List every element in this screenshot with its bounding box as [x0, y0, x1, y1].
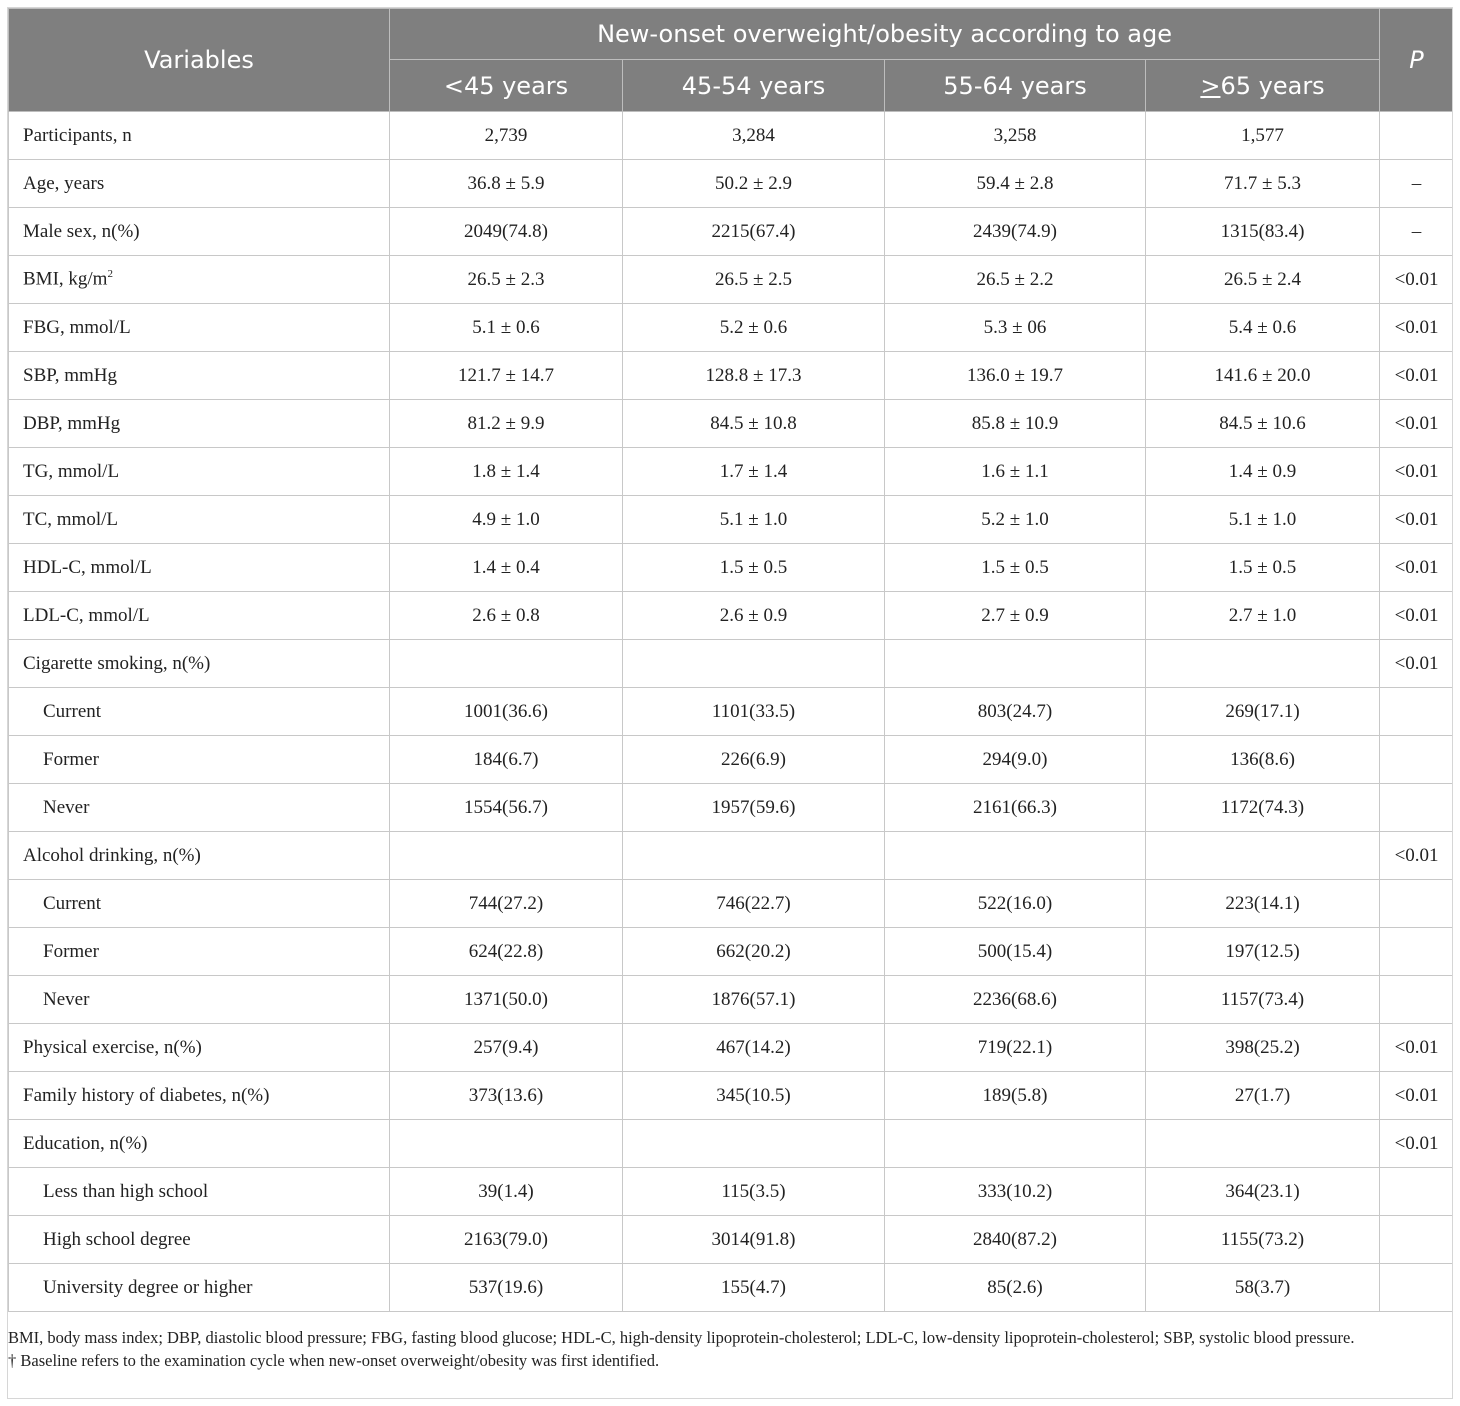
table-cell: 269(17.1) — [1146, 688, 1380, 736]
header-p: P — [1380, 9, 1453, 112]
p-value-cell — [1380, 880, 1453, 928]
table-cell: 1101(33.5) — [623, 688, 885, 736]
table-row — [9, 1216, 1454, 1264]
table-cell: 26.5 ± 2.5 — [623, 256, 885, 304]
header-age-group-prefix: > — [1200, 71, 1221, 100]
table-row — [9, 1072, 1454, 1120]
row-label — [9, 160, 390, 208]
table-header — [9, 9, 1454, 112]
table-cell: 662(20.2) — [623, 928, 885, 976]
p-value-cell: <0.01 — [1380, 400, 1453, 448]
row-label-text: Never — [43, 796, 90, 818]
table-cell: 2236(68.6) — [885, 976, 1146, 1024]
row-label — [9, 208, 390, 256]
table-cell — [623, 1120, 885, 1168]
table-cell: 226(6.9) — [623, 736, 885, 784]
table-cell: 3014(91.8) — [623, 1216, 885, 1264]
table-row — [9, 352, 1454, 400]
row-label-text: High school degree — [43, 1228, 191, 1250]
p-value-cell — [1380, 1216, 1453, 1264]
p-value-cell — [1380, 784, 1453, 832]
p-value-cell: <0.01 — [1380, 1072, 1453, 1120]
table-page — [7, 7, 1453, 1399]
row-label-text: Participants, n — [23, 124, 132, 146]
table-cell: 36.8 ± 5.9 — [390, 160, 623, 208]
table-row — [9, 1120, 1454, 1168]
table-row — [9, 592, 1454, 640]
table-cell: 2.7 ± 1.0 — [1146, 592, 1380, 640]
row-label — [9, 784, 390, 832]
table-cell: 2840(87.2) — [885, 1216, 1146, 1264]
table-row — [9, 880, 1454, 928]
table-body — [9, 112, 1454, 1312]
table-cell: 1001(36.6) — [390, 688, 623, 736]
p-value-cell: <0.01 — [1380, 640, 1453, 688]
row-label — [9, 976, 390, 1024]
table-cell: 1.5 ± 0.5 — [623, 544, 885, 592]
row-label — [9, 592, 390, 640]
p-value-cell — [1380, 1264, 1453, 1312]
p-value-cell: <0.01 — [1380, 1024, 1453, 1072]
row-label-text: Former — [43, 748, 99, 770]
row-label-text: Never — [43, 988, 90, 1010]
table-cell: 59.4 ± 2.8 — [885, 160, 1146, 208]
row-label-text: BMI, kg/m — [23, 268, 108, 290]
table-cell: 624(22.8) — [390, 928, 623, 976]
table-row — [9, 928, 1454, 976]
table-row — [9, 112, 1454, 160]
table-cell: 85(2.6) — [885, 1264, 1146, 1312]
table-cell: 5.2 ± 1.0 — [885, 496, 1146, 544]
row-label — [9, 448, 390, 496]
table-cell: 2.6 ± 0.8 — [390, 592, 623, 640]
table-row — [9, 1024, 1454, 1072]
row-label — [9, 640, 390, 688]
table-cell: 257(9.4) — [390, 1024, 623, 1072]
table-cell: 522(16.0) — [885, 880, 1146, 928]
table-cell: 1.7 ± 1.4 — [623, 448, 885, 496]
table-cell — [390, 640, 623, 688]
row-label — [9, 304, 390, 352]
table-cell: 2,739 — [390, 112, 623, 160]
row-label — [9, 544, 390, 592]
table-cell: 5.3 ± 06 — [885, 304, 1146, 352]
characteristics-table — [8, 8, 1453, 1312]
table-row — [9, 208, 1454, 256]
row-label-text: Family history of diabetes, n(%) — [23, 1084, 270, 1106]
row-label-text: Former — [43, 940, 99, 962]
row-label-text: Current — [43, 700, 102, 722]
row-label-text: Current — [43, 892, 102, 914]
table-cell: 4.9 ± 1.0 — [390, 496, 623, 544]
table-cell: 294(9.0) — [885, 736, 1146, 784]
p-value-cell — [1380, 976, 1453, 1024]
table-cell: 84.5 ± 10.8 — [623, 400, 885, 448]
p-value-cell: – — [1380, 160, 1453, 208]
table-cell: 155(4.7) — [623, 1264, 885, 1312]
table-cell: 115(3.5) — [623, 1168, 885, 1216]
table-row — [9, 448, 1454, 496]
table-cell — [623, 640, 885, 688]
table-cell: 1315(83.4) — [1146, 208, 1380, 256]
row-label — [9, 832, 390, 880]
p-value-cell: <0.01 — [1380, 832, 1453, 880]
p-value-cell: <0.01 — [1380, 304, 1453, 352]
table-cell — [885, 832, 1146, 880]
table-row — [9, 304, 1454, 352]
table-cell: 223(14.1) — [1146, 880, 1380, 928]
row-label — [9, 928, 390, 976]
table-cell: 136.0 ± 19.7 — [885, 352, 1146, 400]
header-age-group — [1146, 60, 1380, 112]
row-label-text: HDL-C, mmol/L — [23, 556, 152, 578]
table-row — [9, 496, 1454, 544]
footnote-abbreviations: BMI, body mass index; DBP, diastolic blood pressure; FBG, fasting blood glucose; HDL-C, high-density lipoprotein-cholesterol; LDL-C, low-density lipoprotein-cholesterol; SBP, systolic blood pressure. — [8, 1328, 1355, 1347]
table-row — [9, 832, 1454, 880]
footnote-baseline: † Baseline refers to the examination cycle when new-onset overweight/obesity was first identified. — [8, 1351, 660, 1370]
table-cell: 333(10.2) — [885, 1168, 1146, 1216]
table-cell: 373(13.6) — [390, 1072, 623, 1120]
row-label — [9, 1120, 390, 1168]
table-cell: 1.8 ± 1.4 — [390, 448, 623, 496]
table-cell: 39(1.4) — [390, 1168, 623, 1216]
row-label-text: SBP, mmHg — [23, 364, 117, 386]
p-value-cell: <0.01 — [1380, 496, 1453, 544]
table-cell: 26.5 ± 2.2 — [885, 256, 1146, 304]
row-label-text: Alcohol drinking, n(%) — [23, 844, 201, 866]
row-label-text: FBG, mmol/L — [23, 316, 131, 338]
table-cell: 1957(59.6) — [623, 784, 885, 832]
p-value-cell: – — [1380, 208, 1453, 256]
table-cell: 1371(50.0) — [390, 976, 623, 1024]
row-label — [9, 736, 390, 784]
row-label-superscript: 2 — [107, 268, 113, 281]
row-label — [9, 880, 390, 928]
table-cell: 184(6.7) — [390, 736, 623, 784]
table-cell: 5.1 ± 1.0 — [623, 496, 885, 544]
row-label — [9, 688, 390, 736]
row-label-text: University degree or higher — [43, 1276, 253, 1298]
p-value-cell: <0.01 — [1380, 448, 1453, 496]
table-cell: 345(10.5) — [623, 1072, 885, 1120]
table-cell: 26.5 ± 2.3 — [390, 256, 623, 304]
table-cell: 5.2 ± 0.6 — [623, 304, 885, 352]
table-row — [9, 1168, 1454, 1216]
p-value-cell — [1380, 688, 1453, 736]
table-cell: 5.1 ± 1.0 — [1146, 496, 1380, 544]
table-cell — [390, 832, 623, 880]
table-cell: 141.6 ± 20.0 — [1146, 352, 1380, 400]
p-value-cell: <0.01 — [1380, 1120, 1453, 1168]
table-row — [9, 688, 1454, 736]
header-variables: Variables — [9, 9, 390, 112]
row-label — [9, 1072, 390, 1120]
row-label-text: Physical exercise, n(%) — [23, 1036, 202, 1058]
table-row — [9, 400, 1454, 448]
p-value-cell — [1380, 736, 1453, 784]
table-cell — [885, 1120, 1146, 1168]
table-cell: 58(3.7) — [1146, 1264, 1380, 1312]
table-cell — [623, 832, 885, 880]
row-label-text: Education, n(%) — [23, 1132, 148, 1154]
p-value-cell: <0.01 — [1380, 256, 1453, 304]
row-label — [9, 112, 390, 160]
table-row — [9, 256, 1454, 304]
table-row — [9, 160, 1454, 208]
header-age-group-text: 65 years — [1220, 71, 1325, 100]
p-value-cell — [1380, 112, 1453, 160]
header-age-group: 55-64 years — [885, 60, 1146, 112]
table-cell: 3,284 — [623, 112, 885, 160]
table-cell — [1146, 1120, 1380, 1168]
table-cell: 719(22.1) — [885, 1024, 1146, 1072]
table-cell: 2161(66.3) — [885, 784, 1146, 832]
table-cell — [885, 640, 1146, 688]
p-value-cell: <0.01 — [1380, 592, 1453, 640]
table-cell: 467(14.2) — [623, 1024, 885, 1072]
table-cell: 500(15.4) — [885, 928, 1146, 976]
table-cell: 1876(57.1) — [623, 976, 885, 1024]
row-label — [9, 1024, 390, 1072]
table-cell: 744(27.2) — [390, 880, 623, 928]
row-label-text: Male sex, n(%) — [23, 220, 140, 242]
header-group-title: New-onset overweight/obesity according to age — [390, 9, 1380, 60]
row-label-text: DBP, mmHg — [23, 412, 121, 434]
footnotes — [8, 1326, 1453, 1372]
table-row — [9, 544, 1454, 592]
table-cell: 2215(67.4) — [623, 208, 885, 256]
table-cell: 746(22.7) — [623, 880, 885, 928]
p-value-cell — [1380, 1168, 1453, 1216]
p-value-cell — [1380, 928, 1453, 976]
row-label-text: TG, mmol/L — [23, 460, 120, 482]
table-row — [9, 1264, 1454, 1312]
table-cell: 81.2 ± 9.9 — [390, 400, 623, 448]
header-age-group: <45 years — [390, 60, 623, 112]
table-cell: 5.1 ± 0.6 — [390, 304, 623, 352]
table-cell: 84.5 ± 10.6 — [1146, 400, 1380, 448]
header-age-group: 45-54 years — [623, 60, 885, 112]
table-row — [9, 640, 1454, 688]
table-cell: 27(1.7) — [1146, 1072, 1380, 1120]
table-cell: 50.2 ± 2.9 — [623, 160, 885, 208]
table-cell: 2439(74.9) — [885, 208, 1146, 256]
table-row — [9, 784, 1454, 832]
p-value-cell: <0.01 — [1380, 544, 1453, 592]
table-cell: 803(24.7) — [885, 688, 1146, 736]
p-value-cell: <0.01 — [1380, 352, 1453, 400]
table-cell: 2163(79.0) — [390, 1216, 623, 1264]
table-cell: 26.5 ± 2.4 — [1146, 256, 1380, 304]
table-cell — [1146, 832, 1380, 880]
row-label — [9, 400, 390, 448]
table-cell: 71.7 ± 5.3 — [1146, 160, 1380, 208]
table-row — [9, 736, 1454, 784]
row-label-text: TC, mmol/L — [23, 508, 118, 530]
table-cell: 1157(73.4) — [1146, 976, 1380, 1024]
table-cell: 1554(56.7) — [390, 784, 623, 832]
row-label — [9, 1216, 390, 1264]
table-cell: 1.5 ± 0.5 — [1146, 544, 1380, 592]
table-cell: 121.7 ± 14.7 — [390, 352, 623, 400]
table-cell: 1172(74.3) — [1146, 784, 1380, 832]
table-cell — [1146, 640, 1380, 688]
row-label — [9, 352, 390, 400]
table-cell: 128.8 ± 17.3 — [623, 352, 885, 400]
table-cell: 537(19.6) — [390, 1264, 623, 1312]
row-label-text: Age, years — [23, 172, 105, 194]
row-label — [9, 256, 390, 304]
table-cell: 1.4 ± 0.9 — [1146, 448, 1380, 496]
table-cell: 2.6 ± 0.9 — [623, 592, 885, 640]
table-cell: 3,258 — [885, 112, 1146, 160]
table-cell: 85.8 ± 10.9 — [885, 400, 1146, 448]
row-label — [9, 1264, 390, 1312]
table-cell: 2049(74.8) — [390, 208, 623, 256]
row-label-text: Cigarette smoking, n(%) — [23, 652, 211, 674]
row-label — [9, 1168, 390, 1216]
table-cell — [390, 1120, 623, 1168]
table-cell: 2.7 ± 0.9 — [885, 592, 1146, 640]
table-cell: 364(23.1) — [1146, 1168, 1380, 1216]
table-cell: 1,577 — [1146, 112, 1380, 160]
table-cell: 1.4 ± 0.4 — [390, 544, 623, 592]
table-cell: 197(12.5) — [1146, 928, 1380, 976]
table-cell: 1155(73.2) — [1146, 1216, 1380, 1264]
table-cell: 1.6 ± 1.1 — [885, 448, 1146, 496]
table-cell: 136(8.6) — [1146, 736, 1380, 784]
table-cell: 398(25.2) — [1146, 1024, 1380, 1072]
table-cell: 189(5.8) — [885, 1072, 1146, 1120]
table-row — [9, 976, 1454, 1024]
table-cell: 1.5 ± 0.5 — [885, 544, 1146, 592]
row-label-text: LDL-C, mmol/L — [23, 604, 150, 626]
table-cell: 5.4 ± 0.6 — [1146, 304, 1380, 352]
row-label — [9, 496, 390, 544]
row-label-text: Less than high school — [43, 1180, 209, 1202]
